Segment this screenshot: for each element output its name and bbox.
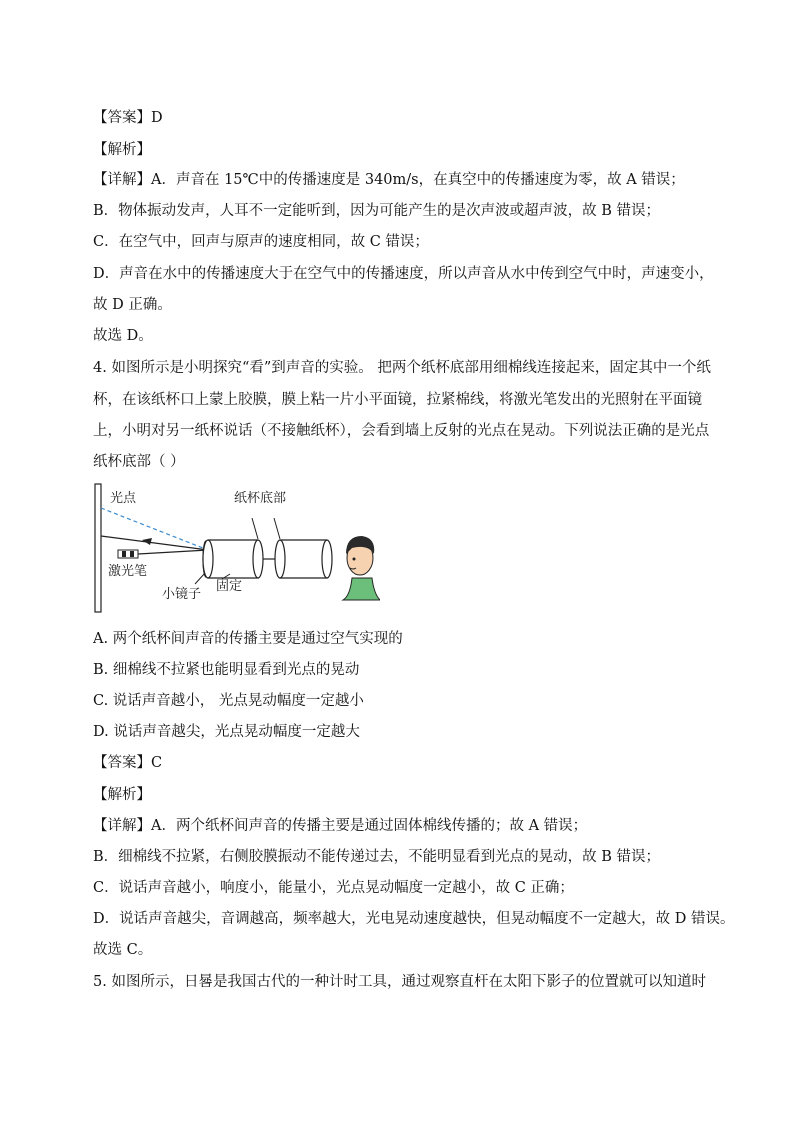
label-cup-bottom: 纸杯底部 — [234, 491, 287, 506]
pointer-cup-bottom-right — [274, 518, 280, 539]
line-detail2-b: B．细棉线不拉紧，右侧胶膜振动不能传递过去，不能明显看到光点的晃动，故 B 错误； — [93, 849, 661, 865]
line-detail-d: D．声音在水中的传播速度大于在空气中的传播速度，所以声音从水中传到空气中时，声速变小， — [93, 266, 714, 282]
option-a: A. 两个纸杯间声音的传播主要是通过空气实现的 — [93, 631, 403, 647]
option-d: D. 说话声音越尖，光点晃动幅度一定越大 — [93, 724, 360, 740]
cup-right-front — [322, 540, 332, 578]
option-b: B. 细棉线不拉紧也能明显看到光点的晃动 — [93, 662, 360, 678]
line-detail-d-cont: 故 D 正确。 — [93, 297, 172, 313]
line-choose-d: 故选 D。 — [93, 328, 153, 344]
question-4-line-4: 纸杯底部（ ） — [93, 454, 185, 470]
line-analysis-header-2: 【解析】 — [93, 787, 151, 803]
question-4-line-2: 杯，在该纸杯口上蒙上胶膜，膜上粘一片小平面镜，拉紧棉线，将激光笔发出的光照射在平面镜 — [93, 392, 702, 408]
question-5-line-1: 5. 如图所示，日晷是我国古代的一种计时工具，通过观察直杆在太阳下影子的位置就可以知道时 — [93, 974, 706, 990]
cup-right-bottom — [275, 540, 285, 578]
cup-left-bottom — [253, 540, 263, 578]
label-fixed: 固定 — [216, 579, 243, 594]
line-answer-c: 【答案】C — [93, 755, 163, 771]
question-4-line-3: 上，小明对另一纸杯说话（不接触纸杯），会看到墙上反射的光点在晃动。下列说法正确的是光点 — [93, 423, 710, 439]
line-detail2-a: 【详解】A．两个纸杯间声音的传播主要是通过固体棉线传播的；故 A 错误； — [93, 818, 588, 834]
laser-beam — [138, 550, 208, 554]
pointer-mirror — [195, 573, 205, 584]
line-analysis-header: 【解析】 — [93, 142, 151, 158]
line-detail2-c: C．说话声音越小，响度小，能量小，光点晃动幅度一定越小，故 C 正确； — [93, 880, 574, 896]
reflected-light-dashed — [101, 508, 208, 550]
option-c: C. 说话声音越小， 光点晃动幅度一定越小 — [93, 693, 364, 709]
line-answer-d: 【答案】D — [93, 110, 163, 126]
question-4-line-1: 4. 如图所示是小明探究“看”到声音的实验。 把两个纸杯底部用细棉线连接起来，固定其中一个纸 — [93, 360, 711, 376]
laser-pen-icon — [118, 550, 138, 558]
line-detail2-d: D．说话声音越尖，音调越高，频率越大，光电晃动速度越快，但晃动幅度不一定越大，故 D 错误。 — [93, 911, 735, 927]
experiment-diagram — [90, 478, 380, 618]
wall — [95, 484, 101, 612]
line-detail-a: 【详解】A．声音在 15℃中的传播速度是 340m/s，在真空中的传播速度为零，故 A 错误； — [93, 172, 685, 188]
boy-icon — [343, 536, 380, 600]
line-detail-c: C．在空气中，回声与原声的速度相同，故 C 错误； — [93, 234, 429, 250]
label-mirror: 小镜子 — [162, 587, 202, 602]
line-detail-b: B．物体振动发声，人耳不一定能听到，因为可能产生的是次声波或超声波，故 B 错误； — [93, 203, 661, 219]
line-choose-c: 故选 C。 — [93, 942, 153, 958]
pointer-cup-bottom-left — [252, 518, 258, 539]
label-light-spot: 光点 — [110, 491, 137, 506]
incident-light — [101, 536, 208, 550]
label-laser: 激光笔 — [108, 564, 148, 579]
cup-left-front — [203, 540, 213, 578]
